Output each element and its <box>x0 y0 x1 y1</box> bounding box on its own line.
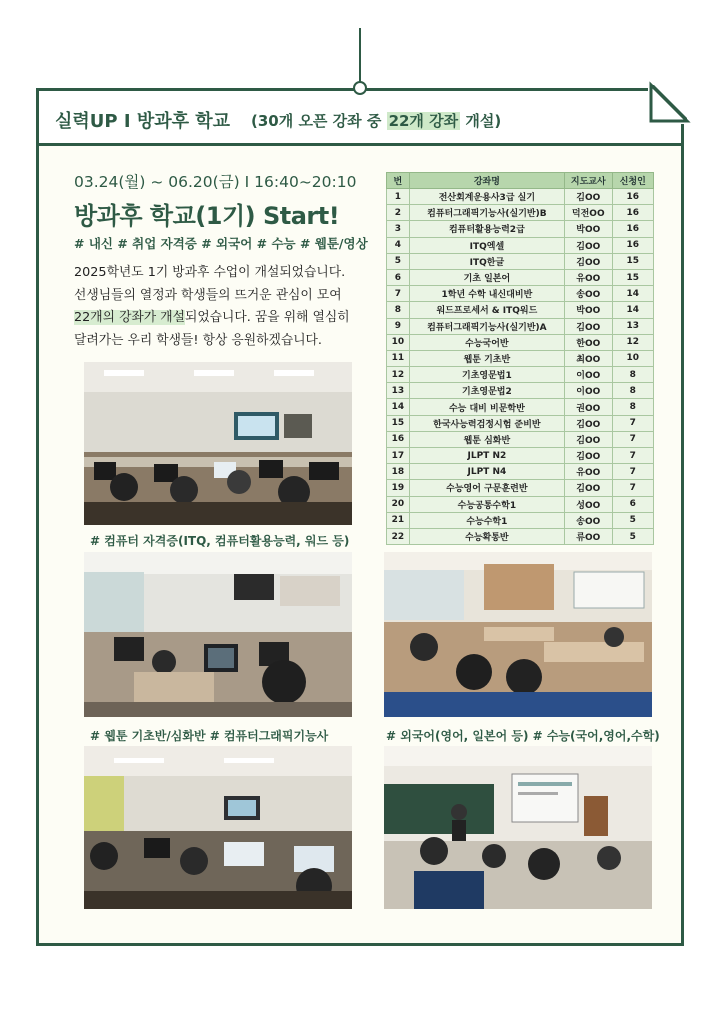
table-row <box>387 269 654 285</box>
row-no: 8 <box>387 302 410 318</box>
table-row <box>387 399 654 415</box>
row-count: 5 <box>612 512 653 528</box>
row-no: 18 <box>387 464 410 480</box>
row-course: JLPT N2 <box>409 448 564 464</box>
row-count: 14 <box>612 302 653 318</box>
row-count: 13 <box>612 318 653 334</box>
intro-paragraph <box>74 262 374 352</box>
row-course: 수능공통수학1 <box>409 496 564 512</box>
row-no: 4 <box>387 237 410 253</box>
row-no: 5 <box>387 253 410 269</box>
table-row <box>387 253 654 269</box>
table-row <box>387 367 654 383</box>
photo-computer-lab-1 <box>84 362 352 525</box>
col-count: 신청인 <box>612 173 653 189</box>
table-row <box>387 480 654 496</box>
row-no: 3 <box>387 221 410 237</box>
row-count: 15 <box>612 269 653 285</box>
table-row <box>387 221 654 237</box>
row-teacher: 류OO <box>564 528 612 544</box>
hashtags: # 내신 # 취업 자격증 # 외국어 # 수능 # 웹툰/영상 <box>74 236 368 251</box>
row-course: JLPT N4 <box>409 464 564 480</box>
table-body <box>387 189 654 545</box>
photo-language-class <box>384 552 652 717</box>
row-no: 22 <box>387 528 410 544</box>
row-teacher: 김OO <box>564 237 612 253</box>
row-teacher: 송OO <box>564 286 612 302</box>
table-row <box>387 512 654 528</box>
row-no: 19 <box>387 480 410 496</box>
row-count: 5 <box>612 528 653 544</box>
hanging-ring <box>353 81 367 95</box>
row-course: 웹툰 기초반 <box>409 350 564 366</box>
table-row <box>387 318 654 334</box>
row-count: 7 <box>612 464 653 480</box>
table-row <box>387 415 654 431</box>
row-teacher: 김OO <box>564 480 612 496</box>
row-course: 워드프로세서 & ITQ워드 <box>409 302 564 318</box>
row-count: 15 <box>612 253 653 269</box>
row-no: 15 <box>387 415 410 431</box>
row-course: 수능수학1 <box>409 512 564 528</box>
row-teacher: 한OO <box>564 334 612 350</box>
intro-line-1: 2025학년도 1기 방과후 수업이 개설되었습니다. <box>74 265 346 280</box>
row-count: 7 <box>612 480 653 496</box>
row-course: ITQ엑셀 <box>409 237 564 253</box>
row-teacher: 송OO <box>564 512 612 528</box>
row-teacher: 권OO <box>564 399 612 415</box>
table-row <box>387 189 654 205</box>
row-count: 7 <box>612 431 653 447</box>
row-no: 7 <box>387 286 410 302</box>
header-title: 실력UP I 방과후 학교 <box>55 111 231 132</box>
row-teacher: 덕전OO <box>564 205 612 221</box>
row-teacher: 최OO <box>564 350 612 366</box>
row-course: 한국사능력검정시험 준비반 <box>409 415 564 431</box>
table-row <box>387 205 654 221</box>
header-subtitle: (30개 오픈 강좌 중 22개 강좌 개설) <box>251 112 502 130</box>
date-range: 03.24(월) ~ 06.20(금) I 16:40~20:10 <box>74 173 357 191</box>
col-no: 번 <box>387 173 410 189</box>
row-no: 17 <box>387 448 410 464</box>
corner-fold <box>648 88 684 124</box>
row-course: 수능 대비 비문학반 <box>409 399 564 415</box>
col-course: 강좌명 <box>409 173 564 189</box>
row-teacher: 김OO <box>564 189 612 205</box>
row-teacher: 김OO <box>564 415 612 431</box>
row-course: ITQ한글 <box>409 253 564 269</box>
col-teacher: 지도교사 <box>564 173 612 189</box>
row-course: 수능확통반 <box>409 528 564 544</box>
caption-computer: # 컴퓨터 자격증(ITQ, 컴퓨터활용능력, 워드 등) <box>90 534 350 548</box>
row-course: 1학년 수학 내신대비반 <box>409 286 564 302</box>
course-table <box>386 172 654 544</box>
row-course: 컴퓨터그래픽기능사(실기반)B <box>409 205 564 221</box>
photo-webtoon-lab <box>84 552 352 717</box>
caption-webtoon: # 웹툰 기초반/심화반 # 컴퓨터그래픽기능사 <box>90 729 329 743</box>
row-teacher: 김OO <box>564 253 612 269</box>
table-row <box>387 350 654 366</box>
row-course: 전산회계운용사3급 실기 <box>409 189 564 205</box>
row-course: 컴퓨터활용능력2급 <box>409 221 564 237</box>
main-title: 방과후 학교(1기) Start! <box>74 202 340 230</box>
table-row <box>387 496 654 512</box>
row-course: 컴퓨터그래픽기능사(실기반)A <box>409 318 564 334</box>
header-bar <box>39 91 681 146</box>
table-row <box>387 286 654 302</box>
table-header-row <box>387 173 654 189</box>
row-count: 16 <box>612 189 653 205</box>
table-row <box>387 431 654 447</box>
row-count: 16 <box>612 221 653 237</box>
row-no: 16 <box>387 431 410 447</box>
table-row <box>387 237 654 253</box>
row-teacher: 유OO <box>564 464 612 480</box>
row-teacher: 김OO <box>564 318 612 334</box>
table-row <box>387 464 654 480</box>
row-teacher: 박OO <box>564 221 612 237</box>
row-no: 14 <box>387 399 410 415</box>
row-count: 10 <box>612 350 653 366</box>
row-course: 기초영문법1 <box>409 367 564 383</box>
header-highlight: 22개 강좌 <box>388 112 459 130</box>
row-teacher: 김OO <box>564 431 612 447</box>
photo-lecture-class <box>384 746 652 909</box>
row-teacher: 이OO <box>564 383 612 399</box>
row-teacher: 이OO <box>564 367 612 383</box>
row-no: 11 <box>387 350 410 366</box>
row-count: 8 <box>612 399 653 415</box>
row-no: 1 <box>387 189 410 205</box>
row-count: 16 <box>612 205 653 221</box>
row-teacher: 박OO <box>564 302 612 318</box>
row-count: 8 <box>612 367 653 383</box>
photo-computer-lab-2 <box>84 746 352 909</box>
row-no: 9 <box>387 318 410 334</box>
row-no: 12 <box>387 367 410 383</box>
row-teacher: 김OO <box>564 448 612 464</box>
intro-line-2: 선생님들의 열정과 학생들의 뜨거운 관심이 모여 <box>74 287 342 303</box>
row-no: 13 <box>387 383 410 399</box>
row-count: 12 <box>612 334 653 350</box>
caption-language: # 외국어(영어, 일본어 등) # 수능(국어,영어,수학) <box>386 729 660 743</box>
row-count: 7 <box>612 415 653 431</box>
row-course: 수능영어 구문훈련반 <box>409 480 564 496</box>
row-no: 10 <box>387 334 410 350</box>
table-row <box>387 334 654 350</box>
row-count: 16 <box>612 237 653 253</box>
row-count: 14 <box>612 286 653 302</box>
intro-line-3: 22개의 강좌가 개설되었습니다. 꿈을 위해 열심히 <box>74 310 350 325</box>
hanging-line <box>359 28 361 84</box>
table-row <box>387 448 654 464</box>
row-course: 기초영문법2 <box>409 383 564 399</box>
table-row <box>387 383 654 399</box>
row-no: 6 <box>387 269 410 285</box>
row-course: 웹툰 심화반 <box>409 431 564 447</box>
table-row <box>387 528 654 544</box>
row-no: 20 <box>387 496 410 512</box>
row-count: 6 <box>612 496 653 512</box>
row-no: 2 <box>387 205 410 221</box>
table-row <box>387 302 654 318</box>
row-teacher: 유OO <box>564 269 612 285</box>
row-course: 기초 일본어 <box>409 269 564 285</box>
intro-line-4: 달려가는 우리 학생들! 항상 응원하겠습니다. <box>74 332 322 348</box>
row-count: 7 <box>612 448 653 464</box>
row-teacher: 성OO <box>564 496 612 512</box>
row-course: 수능국어반 <box>409 334 564 350</box>
row-count: 8 <box>612 383 653 399</box>
row-no: 21 <box>387 512 410 528</box>
